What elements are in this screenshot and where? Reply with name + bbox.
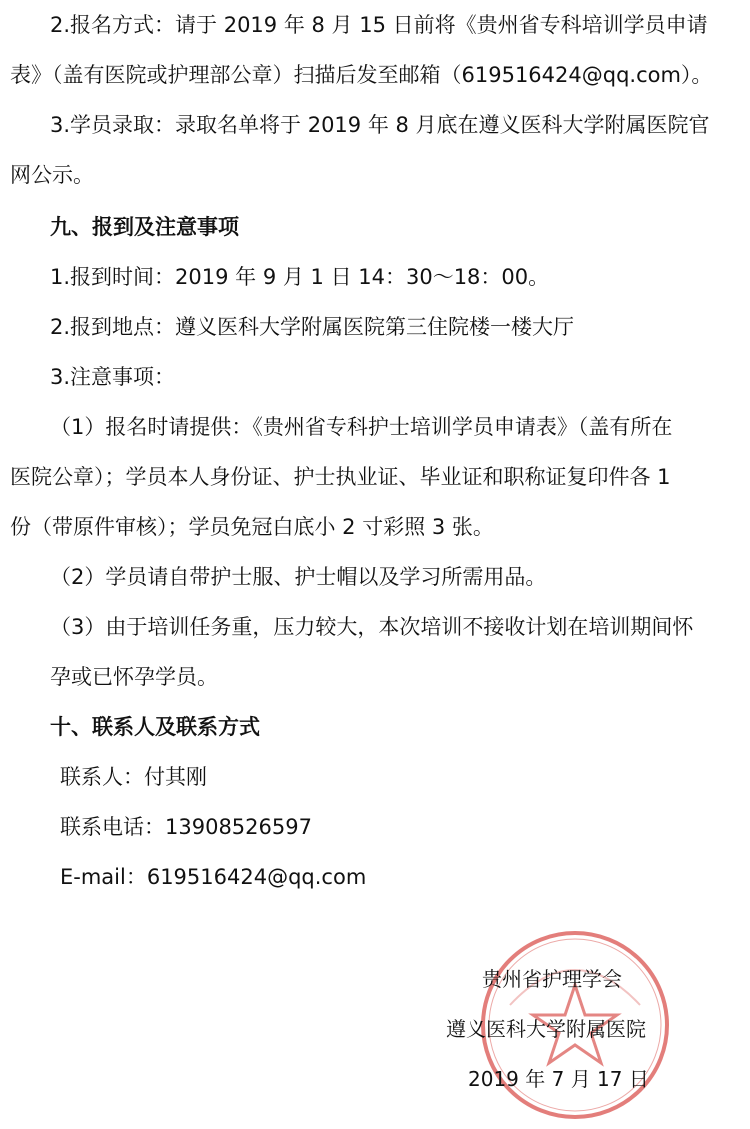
- admission-line2: 网公示。: [10, 163, 94, 187]
- note3-line2: 孕或已怀孕学员。: [50, 665, 218, 689]
- note1-line1: （1）报名时请提供：《贵州省专科护士培训学员申请表》（盖有所在: [50, 415, 673, 439]
- checkin-location: 2.报到地点：遵义医科大学附属医院第三住院楼一楼大厅: [50, 315, 575, 339]
- note3-line1: （3）由于培训任务重，压力较大，本次培训不接收计划在培训期间怀: [50, 615, 694, 639]
- contact-phone: 联系电话：13908526597: [60, 815, 312, 839]
- note2: （2）学员请自带护士服、护士帽以及学习所需用品。: [50, 565, 547, 589]
- signature-org2: 遵义医科大学附属医院: [446, 1017, 646, 1041]
- signature-org1: 贵州省护理学会: [482, 967, 622, 991]
- checkin-time: 1.报到时间：2019 年 9 月 1 日 14：30～18：00。: [50, 265, 550, 289]
- admission-line1: 3.学员录取：录取名单将于 2019 年 8 月底在遵义医科大学附属医院官: [50, 113, 710, 137]
- signature-date: 2019 年 7 月 17 日: [468, 1067, 649, 1091]
- registration-method-line2: 表》（盖有医院或护理部公章）扫描后发至邮箱（619516424@qq.com）。: [10, 63, 713, 87]
- contact-person: 联系人：付其刚: [60, 765, 207, 789]
- section10-heading: 十、联系人及联系方式: [50, 715, 260, 739]
- section9-heading: 九、报到及注意事项: [50, 215, 239, 239]
- notes-heading: 3.注意事项：: [50, 365, 176, 389]
- note1-line3: 份（带原件审核）；学员免冠白底小 2 寸彩照 3 张。: [10, 515, 494, 539]
- note1-line2: 医院公章）；学员本人身份证、护士执业证、毕业证和职称证复印件各 1: [10, 465, 671, 489]
- contact-email: E-mail：619516424@qq.com: [60, 865, 367, 889]
- registration-method-line1: 2.报名方式：请于 2019 年 8 月 15 日前将《贵州省专科培训学员申请: [50, 13, 708, 37]
